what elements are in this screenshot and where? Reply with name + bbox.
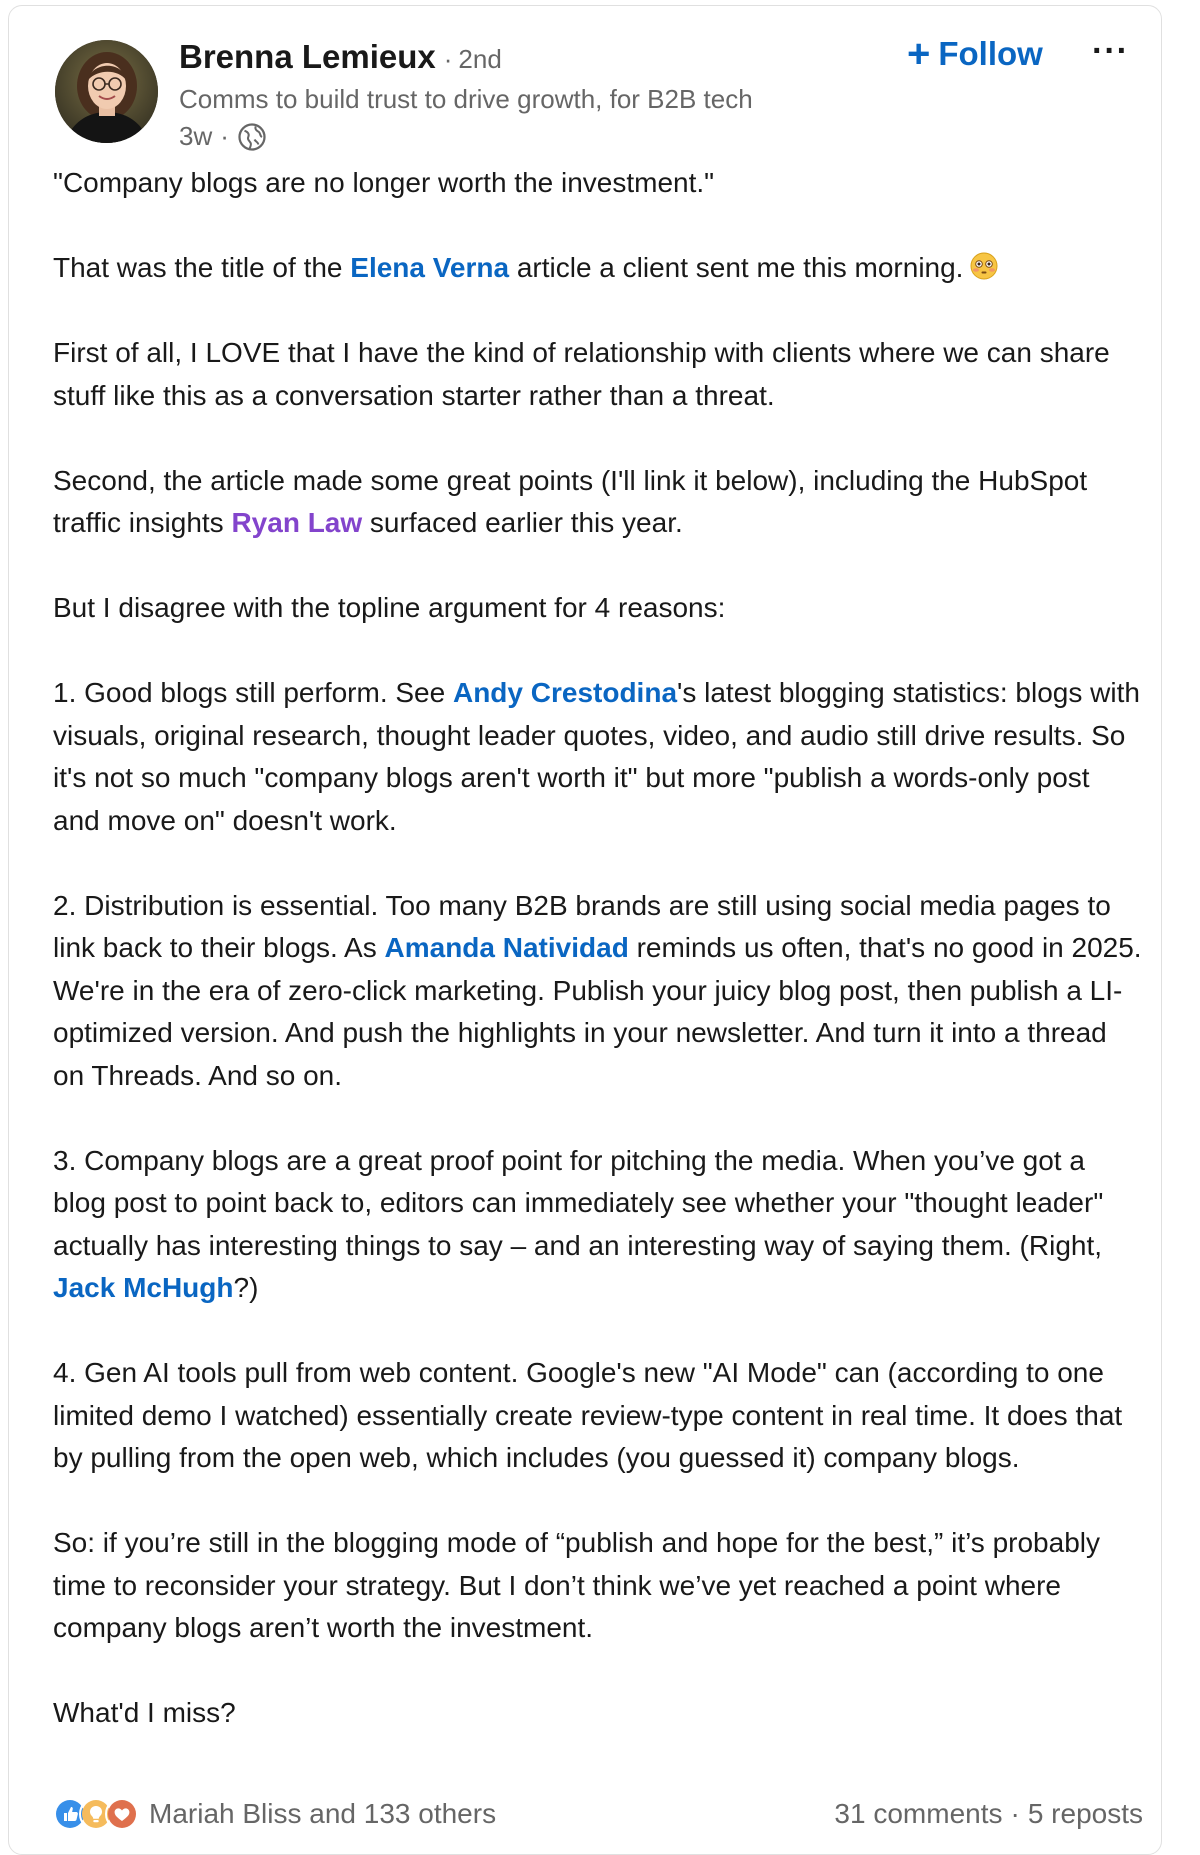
paragraph-text: 's latest blogging statistics: blogs with visuals, original research, thought leader quotes, video, and audio still drive results. So it's not so much "company blogs aren't worth it" but more "publish a words-only post and move on" doesn't work.: [53, 677, 1140, 836]
author-separator: ·: [443, 44, 453, 74]
more-options-button[interactable]: ···: [1092, 32, 1129, 70]
post-paragraph: [53, 587, 1143, 630]
follow-label: Follow: [938, 35, 1043, 72]
post-paragraph: [53, 332, 1143, 417]
paragraph-text: That was the title of the: [53, 252, 351, 283]
post-paragraph: [53, 672, 1143, 842]
follow-button[interactable]: [907, 34, 1043, 74]
post-paragraph: [53, 1522, 1143, 1650]
author-avatar[interactable]: [55, 40, 158, 143]
connection-degree: 2nd: [458, 44, 502, 74]
post-paragraph: [53, 885, 1143, 1098]
paragraph-text: But I disagree with the topline argument for 4 reasons:: [53, 592, 726, 623]
author-headline: Comms to build trust to drive growth, for B2B tech: [179, 84, 753, 114]
paragraph-text: surfaced earlier this year.: [362, 507, 683, 538]
reaction-icons: [53, 1797, 139, 1831]
avatar-photo: [55, 40, 158, 143]
paragraph-text: First of all, I LOVE that I have the kind of relationship with clients where we can share stuff like this as a conversation starter rather than a threat.: [53, 337, 1110, 411]
post-meta: [179, 121, 753, 152]
post-paragraph: [53, 247, 1143, 290]
post-paragraph: [53, 162, 1143, 205]
author-line: [179, 38, 753, 76]
engagement-stats: [834, 1798, 1143, 1830]
paragraph-text: 1. Good blogs still perform. See: [53, 677, 453, 708]
reactions-label: Mariah Bliss and 133 others: [149, 1798, 497, 1829]
mention-elena-verna[interactable]: Elena Verna: [350, 252, 510, 283]
paragraph-text: reminds us often, that's no good in 2025. We're in the era of zero-click marketing. Publish your juicy blog post, then publish a LI-optimized version. And push the highlights in your newsletter. And turn it into a thread on Threads. And so on.: [53, 932, 1142, 1091]
mention-jack-mchugh[interactable]: Jack McHugh: [53, 1272, 234, 1303]
reposts-count[interactable]: 5 reposts: [1027, 1798, 1143, 1829]
mention-andy-crestodina[interactable]: Andy Crestodina: [452, 677, 678, 708]
post-paragraph: [53, 1692, 1143, 1735]
plus-icon: +: [907, 32, 931, 76]
author-name[interactable]: Brenna Lemieux: [179, 38, 436, 75]
globe-icon: [237, 122, 267, 152]
paragraph-text: 3. Company blogs are a great proof point for pitching the media. When you’ve got a blog post to point back to, editors can immediately see whether your "thought leader" actually has interesting things to say – and an interesting way of saying them. (Right,: [53, 1144, 1104, 1261]
mention-amanda-natividad[interactable]: Amanda Natividad: [384, 932, 629, 963]
author-info: [179, 38, 753, 152]
paragraph-text: What'd I miss?: [53, 1697, 236, 1728]
meta-separator: ·: [220, 121, 229, 151]
love-icon: [105, 1797, 139, 1831]
post-paragraph: [53, 460, 1143, 545]
comments-count[interactable]: 31 comments: [834, 1798, 1003, 1829]
stats-separator: ·: [1010, 1798, 1020, 1829]
paragraph-text: 2. Distribution is essential. Too many B2B brands are still using social media pages to link back to their blogs. As: [53, 889, 1111, 963]
post-header: [47, 32, 1147, 151]
paragraph-text: 4. Gen AI tools pull from web content. Google's new "AI Mode" can (according to one limited demo I watched) essentially create review-type content in real time. It does that by pulling from the open web, which includes (you guessed it) company blogs.: [53, 1357, 1123, 1473]
paragraph-text: ?): [233, 1272, 259, 1303]
flushed-face-emoji-icon: [969, 251, 999, 281]
paragraph-text: So: if you’re still in the blogging mode of “publish and hope for the best,” it’s probably time to reconsider your strategy. But I don’t think we’ve yet reached a point where company blogs aren’t worth the investment.: [53, 1527, 1100, 1643]
social-counts: [53, 1792, 1143, 1836]
post-paragraph: [53, 1352, 1143, 1480]
post-card: [8, 5, 1162, 1855]
reactions-summary[interactable]: [53, 1797, 496, 1831]
mention-ryan-law[interactable]: Ryan Law: [231, 507, 363, 538]
paragraph-text: "Company blogs are no longer worth the investment.": [53, 167, 715, 198]
paragraph-text: article a client sent me this morning.: [509, 252, 964, 283]
paragraph-text: Second, the article made some great points (I'll link it below), including the HubSpot traffic insights: [53, 464, 1088, 538]
post-paragraph: [53, 1140, 1143, 1310]
post-time: 3w: [179, 121, 213, 151]
post-body: [53, 162, 1143, 1777]
